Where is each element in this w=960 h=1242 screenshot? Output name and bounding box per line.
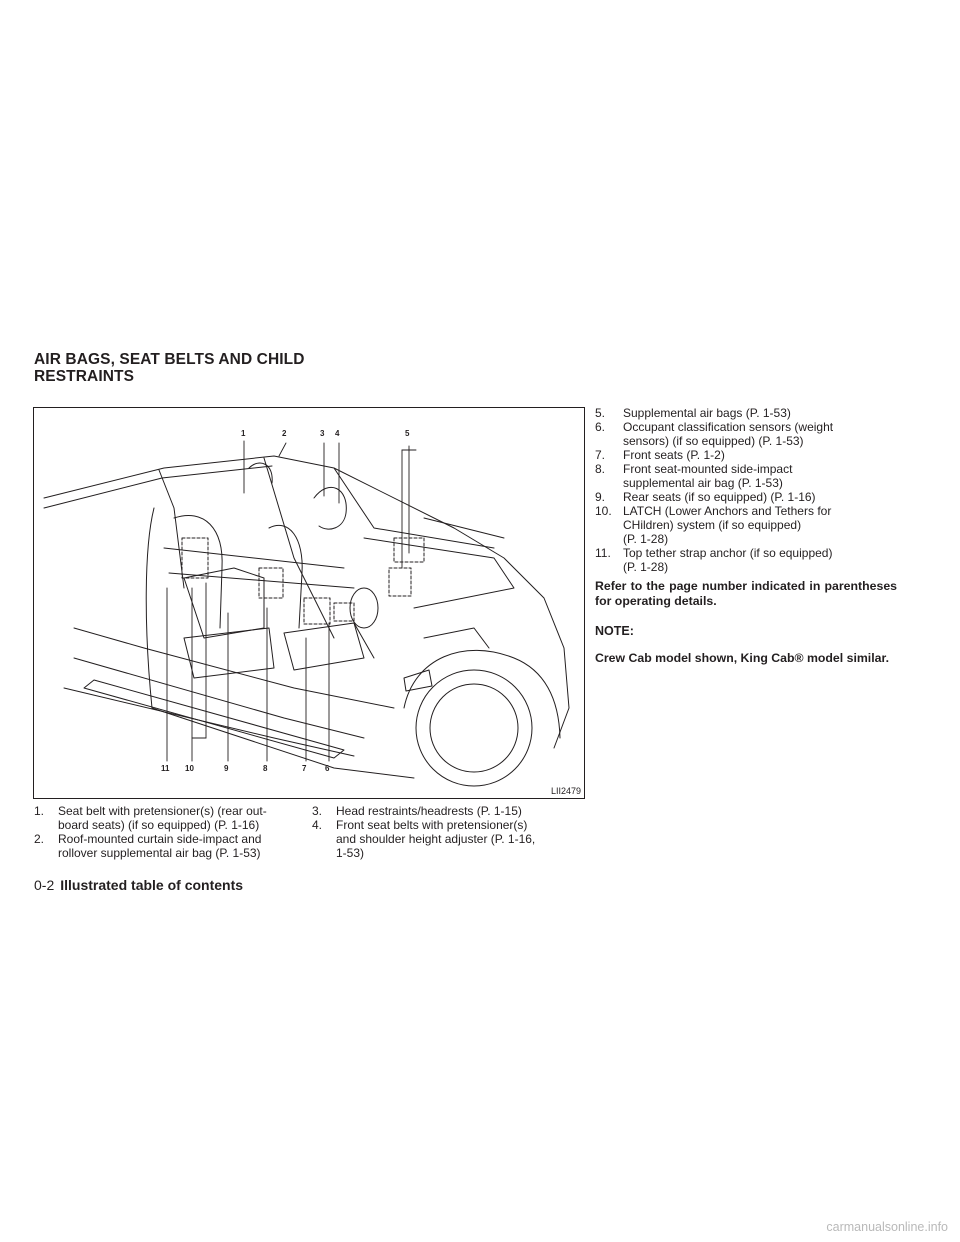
section-title-line-1: AIR BAGS, SEAT BELTS AND CHILD	[34, 351, 305, 368]
note-text: Crew Cab model shown, King Cab® model similar.	[595, 651, 889, 665]
legend-list-middle	[312, 804, 584, 860]
legend-item-text: Rear seats (if so equipped) (P. 1-16)	[623, 490, 816, 504]
legend-item-text: and shoulder height adjuster (P. 1-16,	[336, 832, 536, 846]
refer-instruction: Refer to the page number indicated in parentheses for operating details.	[595, 579, 897, 608]
legend-item	[595, 462, 897, 490]
legend-item-number: 1.	[34, 804, 45, 818]
legend-item-text: (P. 1-28)	[623, 560, 669, 574]
legend-item-text: Front seats (P. 1-2)	[623, 448, 725, 462]
legend-item-number: 9.	[595, 490, 606, 504]
legend-item-text: Top tether strap anchor (if so equipped)	[623, 546, 833, 560]
legend-item-text: 1-53)	[336, 846, 365, 860]
legend-item	[312, 818, 584, 860]
legend-item-text: LATCH (Lower Anchors and Tethers for	[623, 504, 832, 518]
legend-item-number: 8.	[595, 462, 606, 476]
legend-item	[312, 804, 584, 818]
page-number: 0-2	[34, 877, 55, 893]
legend-item	[595, 546, 897, 574]
legend-item-text: Front seat belts with pretensioner(s)	[336, 818, 528, 832]
callout-4: 4	[335, 429, 340, 438]
legend-item-text: board seats) (if so equipped) (P. 1-16)	[58, 818, 260, 832]
legend-item	[595, 420, 897, 448]
legend-item-number: 6.	[595, 420, 606, 434]
callout-1: 1	[241, 429, 246, 438]
legend-item-text: rollover supplemental air bag (P. 1-53)	[58, 846, 261, 860]
callout-7: 7	[302, 764, 307, 773]
legend-item-text: supplemental air bag (P. 1-53)	[623, 476, 783, 490]
legend-item-number: 10.	[595, 504, 612, 518]
legend-item	[595, 504, 897, 546]
legend-item-text: Front seat-mounted side-impact	[623, 462, 793, 476]
legend-item-number: 3.	[312, 804, 323, 818]
note-heading: NOTE:	[595, 624, 634, 638]
callout-2: 2	[282, 429, 287, 438]
legend-item-text: Occupant classification sensors (weight	[623, 420, 834, 434]
legend-item-number: 2.	[34, 832, 45, 846]
legend-item	[595, 406, 897, 420]
legend-item-number: 5.	[595, 406, 606, 420]
legend-item	[34, 832, 306, 860]
legend-item-number: 4.	[312, 818, 323, 832]
callout-9: 9	[224, 764, 229, 773]
legend-item	[595, 490, 897, 504]
legend-item	[595, 448, 897, 462]
callout-3: 3	[320, 429, 325, 438]
section-title	[34, 351, 305, 385]
legend-item-text: Supplemental air bags (P. 1-53)	[623, 406, 791, 420]
legend-item-number: 11.	[595, 546, 611, 560]
callout-8: 8	[263, 764, 268, 773]
callout-numbers	[34, 408, 584, 798]
vehicle-illustration	[33, 407, 585, 799]
watermark: carmanualsonline.info	[826, 1220, 948, 1234]
legend-list-right	[595, 406, 897, 574]
legend-item-text: Roof-mounted curtain side-impact and	[58, 832, 262, 846]
legend-list-left	[34, 804, 306, 860]
callout-11: 11	[161, 764, 170, 773]
legend-item-text: CHildren) system (if so equipped)	[623, 518, 802, 532]
legend-item-text: Seat belt with pretensioner(s) (rear out-	[58, 804, 267, 818]
legend-item-text: Head restraints/headrests (P. 1-15)	[336, 804, 522, 818]
legend-item-number: 7.	[595, 448, 606, 462]
section-title-line-2: RESTRAINTS	[34, 368, 135, 385]
callout-6: 6	[325, 764, 330, 773]
legend-item	[34, 804, 306, 832]
legend-item-text: (P. 1-28)	[623, 532, 669, 546]
callout-10: 10	[185, 764, 194, 773]
footer-title: Illustrated table of contents	[60, 877, 244, 893]
figure-code: LII2479	[550, 786, 581, 796]
callout-5: 5	[405, 429, 410, 438]
legend-item-text: sensors) (if so equipped) (P. 1-53)	[623, 434, 804, 448]
page-footer	[34, 877, 243, 893]
